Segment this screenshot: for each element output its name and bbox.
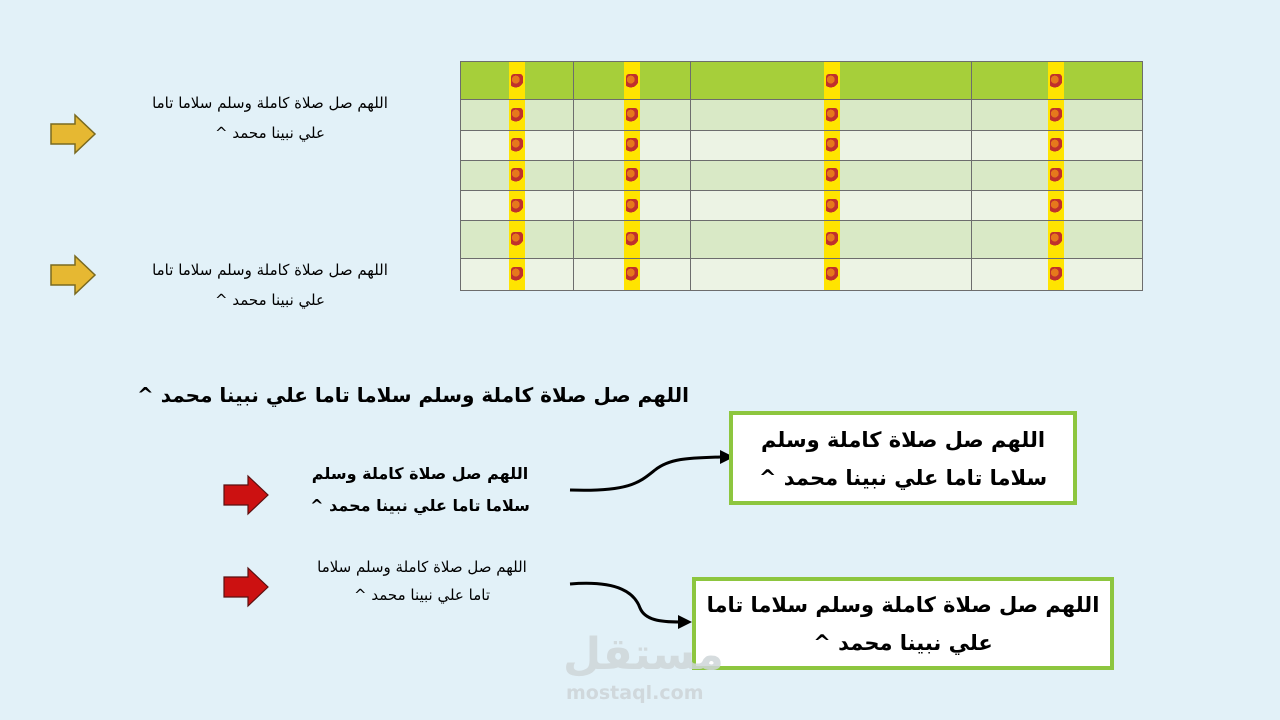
calligraphy-icon (626, 267, 638, 281)
callout-box-1-line2: سلاما تاما علي نبينا محمد ^ (758, 466, 1048, 490)
yellow-strip (509, 221, 525, 257)
caption-large: اللهم صل صلاة كاملة وسلم سلاما تاما علي نبينا محمد ^ (136, 383, 690, 407)
calligraphy-icon (626, 108, 638, 122)
calligraphy-icon (511, 168, 523, 182)
yellow-strip (624, 191, 640, 220)
calligraphy-icon (626, 232, 638, 246)
table-cell (461, 62, 574, 100)
table-cell (691, 160, 972, 190)
yellow-strip (624, 161, 640, 190)
table-cell (461, 191, 574, 221)
yellow-strip (824, 191, 840, 220)
table-header-row (461, 62, 1143, 100)
calligraphy-icon (1050, 267, 1062, 281)
calligraphy-icon (626, 199, 638, 213)
callout-box-2 (692, 577, 1114, 670)
caption-top (105, 88, 435, 148)
calligraphy-icon (826, 232, 838, 246)
yellow-strip (824, 161, 840, 190)
table-cell (461, 160, 574, 190)
calligraphy-icon (826, 138, 838, 152)
table-cell (461, 258, 574, 290)
table-row (461, 191, 1143, 221)
caption-middle-line1: اللهم صل صلاة كاملة وسلم سلاما تاما (152, 261, 388, 279)
calligraphy-icon (511, 199, 523, 213)
table-cell (461, 100, 574, 130)
calligraphy-icon (1050, 168, 1062, 182)
calligraphy-icon (511, 232, 523, 246)
callout-box-2-line1: اللهم صل صلاة كاملة وسلم سلاما تاما (706, 593, 1100, 617)
curved-arrow-icon-1 (560, 440, 740, 500)
yellow-strip (624, 100, 640, 129)
caption-red-2-line1: اللهم صل صلاة كاملة وسلم سلاما (317, 558, 527, 576)
table-cell (574, 62, 691, 100)
calligraphy-icon (1050, 74, 1062, 88)
caption-middle-line2: علي نبينا محمد ^ (215, 291, 325, 309)
table-cell (574, 221, 691, 258)
table-row (461, 100, 1143, 130)
table-cell (574, 100, 691, 130)
yellow-strip (1048, 131, 1064, 160)
yellow-strip (624, 221, 640, 257)
calligraphy-icon (511, 108, 523, 122)
caption-red-2-line2: تاما علي نبينا محمد ^ (354, 586, 490, 604)
table-cell (691, 100, 972, 130)
calligraphy-icon (1050, 138, 1062, 152)
yellow-strip (509, 62, 525, 99)
callout-box-1-line1: اللهم صل صلاة كاملة وسلم (760, 428, 1046, 452)
table-cell (574, 130, 691, 160)
yellow-strip (1048, 100, 1064, 129)
calligraphy-icon (626, 74, 638, 88)
yellow-strip (509, 131, 525, 160)
callout-box-1 (729, 411, 1077, 505)
table-cell (691, 130, 972, 160)
calligraphy-icon (1050, 199, 1062, 213)
calligraphy-icon (826, 168, 838, 182)
table-cell (574, 191, 691, 221)
yellow-strip (824, 221, 840, 257)
caption-top-line1: اللهم صل صلاة كاملة وسلم سلاما تاما (152, 94, 388, 112)
table-cell (461, 130, 574, 160)
yellow-strip (1048, 191, 1064, 220)
calligraphy-icon (626, 168, 638, 182)
caption-red-2 (262, 553, 582, 609)
calligraphy-icon (826, 108, 838, 122)
table-cell (972, 62, 1143, 100)
table-cell (972, 191, 1143, 221)
yellow-strip (824, 131, 840, 160)
table-cell (972, 130, 1143, 160)
calligraphy-icon (826, 199, 838, 213)
gold-arrow-icon-1 (49, 113, 97, 155)
watermark-brand: مستقل (563, 629, 724, 680)
yellow-strip (1048, 259, 1064, 290)
yellow-strip (509, 259, 525, 290)
yellow-strip (1048, 221, 1064, 257)
table-cell (691, 258, 972, 290)
yellow-strip (624, 131, 640, 160)
caption-top-line2: علي نبينا محمد ^ (215, 124, 325, 142)
caption-red-1 (275, 458, 565, 522)
decorated-table (460, 61, 1143, 291)
table-cell (574, 160, 691, 190)
yellow-strip (509, 191, 525, 220)
calligraphy-icon (511, 267, 523, 281)
yellow-strip (624, 259, 640, 290)
table-row (461, 221, 1143, 258)
yellow-strip (824, 62, 840, 99)
yellow-strip (509, 100, 525, 129)
calligraphy-icon (1050, 232, 1062, 246)
table-cell (972, 160, 1143, 190)
yellow-strip (624, 62, 640, 99)
watermark-site: mostaql.com (566, 682, 704, 704)
table-cell (972, 100, 1143, 130)
yellow-strip (1048, 161, 1064, 190)
table-row (461, 160, 1143, 190)
table-cell (691, 191, 972, 221)
gold-arrow-icon-2 (49, 254, 97, 296)
table-cell (972, 258, 1143, 290)
calligraphy-icon (626, 138, 638, 152)
yellow-strip (824, 259, 840, 290)
caption-red-1-line2: سلاما تاما علي نبينا محمد ^ (310, 496, 530, 515)
calligraphy-icon (511, 138, 523, 152)
calligraphy-icon (826, 267, 838, 281)
table-row (461, 130, 1143, 160)
table-cell (574, 258, 691, 290)
caption-red-1-line1: اللهم صل صلاة كاملة وسلم (311, 464, 529, 483)
table-cell (461, 221, 574, 258)
table-cell (972, 221, 1143, 258)
table-cell (691, 221, 972, 258)
yellow-strip (509, 161, 525, 190)
calligraphy-icon (1050, 108, 1062, 122)
caption-middle (105, 255, 435, 315)
red-arrow-icon-1 (222, 474, 270, 516)
calligraphy-icon (511, 74, 523, 88)
yellow-strip (824, 100, 840, 129)
table-row (461, 258, 1143, 290)
yellow-strip (1048, 62, 1064, 99)
callout-box-2-line2: علي نبينا محمد ^ (813, 631, 993, 655)
table-cell (691, 62, 972, 100)
calligraphy-icon (826, 74, 838, 88)
